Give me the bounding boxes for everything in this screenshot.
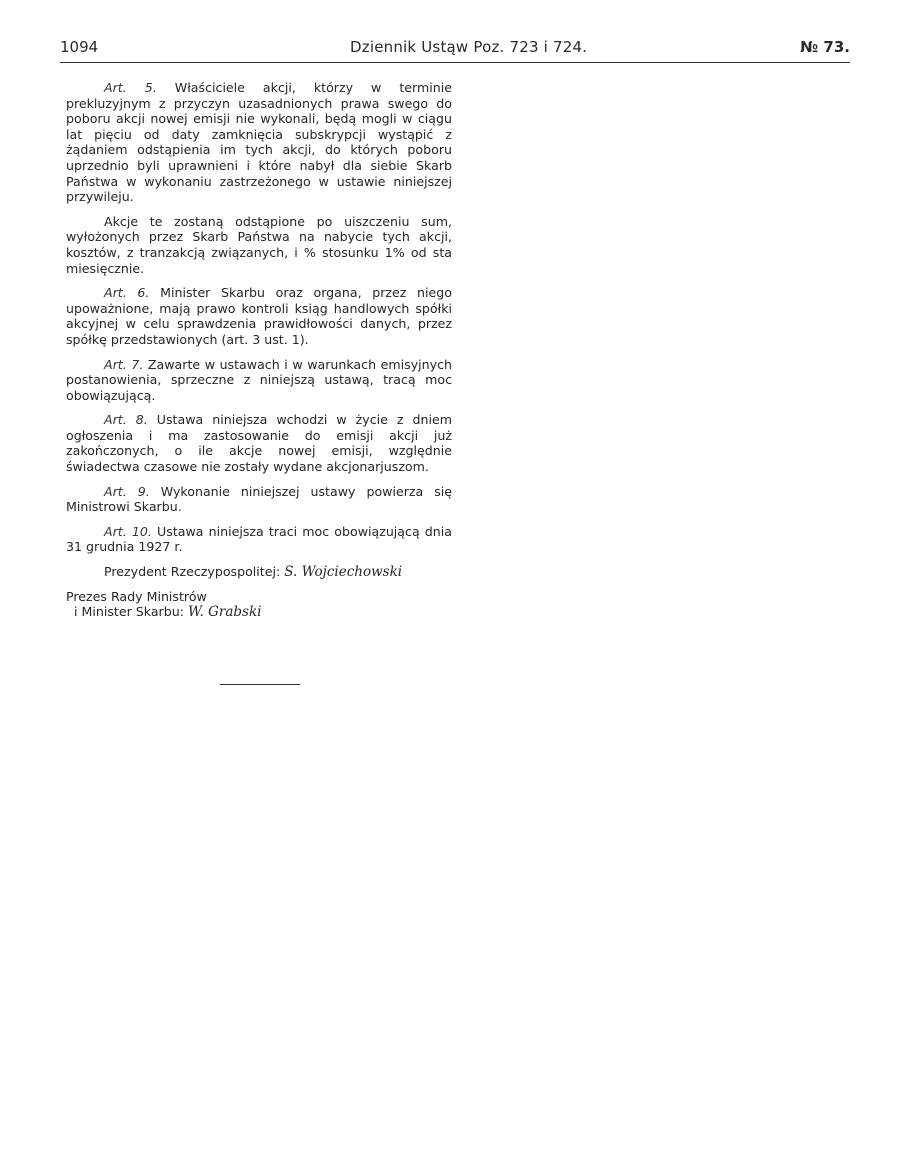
journal-title: Dziennik Ustąw Poz. 723 i 724. — [350, 38, 588, 56]
president-label: Prezydent Rzeczypospolitej: — [104, 564, 281, 580]
premier-name: W. Grabski — [187, 604, 262, 621]
page-number: 1094 — [60, 38, 99, 56]
premier-label-line1: Prezes Rady Ministrów — [66, 588, 207, 604]
article-text: Zawarte w ustawach i w warunkach emisyjnych postanowienia, sprzeczne z niniejszą ustawą, tracą moc obowiązującą. — [66, 356, 452, 403]
article-text: Minister Skarbu oraz organa, przez niego upoważnione, mają prawo kontroli ksiąg handlowych spółki akcyjnej w celu sprawdzenia prawidłowości danych, przez spółkę przedstawionych (art. 3 ust. 1). — [66, 285, 452, 347]
article-text: Właściciele akcji, którzy w terminie prekluzyjnym z przyczyn uzasadnionych prawa swego do poboru akcji nowej emisji nie wykonali, będą mogli w ciągu lat pięciu od daty zamknięcia subskrypcji wystąpić z żądaniem odstąpienia im tych akcji, do których poboru uprzednio byli uprawnieni i które nabył dla siebie Skarb Państwa w wykonaniu zastrzeżonego w ustawie niniejszej przywileju. — [66, 80, 452, 205]
article-8 — [66, 412, 452, 474]
article-6 — [66, 285, 452, 347]
premier-label-line2-wrap — [66, 604, 452, 621]
article-text: Akcje te zostaną odstąpione po uiszczeniu sum, wyłożonych przez Skarb Państwa na nabycie tych akcji, kosztów, z tranzakcją związanych, i % stosunku 1% od sta miesięcznie. — [66, 213, 452, 276]
issue-number: № 73. — [800, 38, 850, 56]
article-label: Art. 6. — [104, 285, 150, 301]
text-column — [66, 80, 452, 621]
article-text: Wykonanie niniejszej ustawy powierza się Ministrowi Skarbu. — [66, 483, 452, 515]
president-name: S. Wojciechowski — [284, 564, 403, 581]
premier-signature — [66, 589, 452, 621]
president-signature — [104, 564, 452, 581]
article-text: Ustawa niniejsza traci moc obowiązującą dnia 31 grudnia 1927 r. — [66, 523, 452, 555]
page-header — [60, 38, 850, 60]
article-text: Ustawa niniejsza wchodzi w życie z dniem ogłoszenia i ma zastosowanie do emisji akcji już zakończonych, o ile akcje nowej emisji, względnie świadectwa czasowe nie zostały wydane akcjonarjuszom. — [66, 412, 452, 475]
article-label: Art. 8. — [104, 412, 148, 428]
article-7 — [66, 357, 452, 404]
article-10 — [66, 524, 452, 555]
article-5 — [66, 80, 452, 205]
article-5-paragraph-2 — [66, 214, 452, 276]
premier-label-line2: i Minister Skarbu: — [74, 604, 184, 620]
article-9 — [66, 484, 452, 515]
article-label: Art. 7. — [104, 356, 144, 372]
article-label: Art. 5. — [104, 80, 157, 95]
header-rule — [60, 62, 850, 63]
article-label: Art. 10. — [104, 523, 152, 539]
article-label: Art. 9. — [104, 483, 150, 499]
end-rule — [220, 684, 300, 685]
